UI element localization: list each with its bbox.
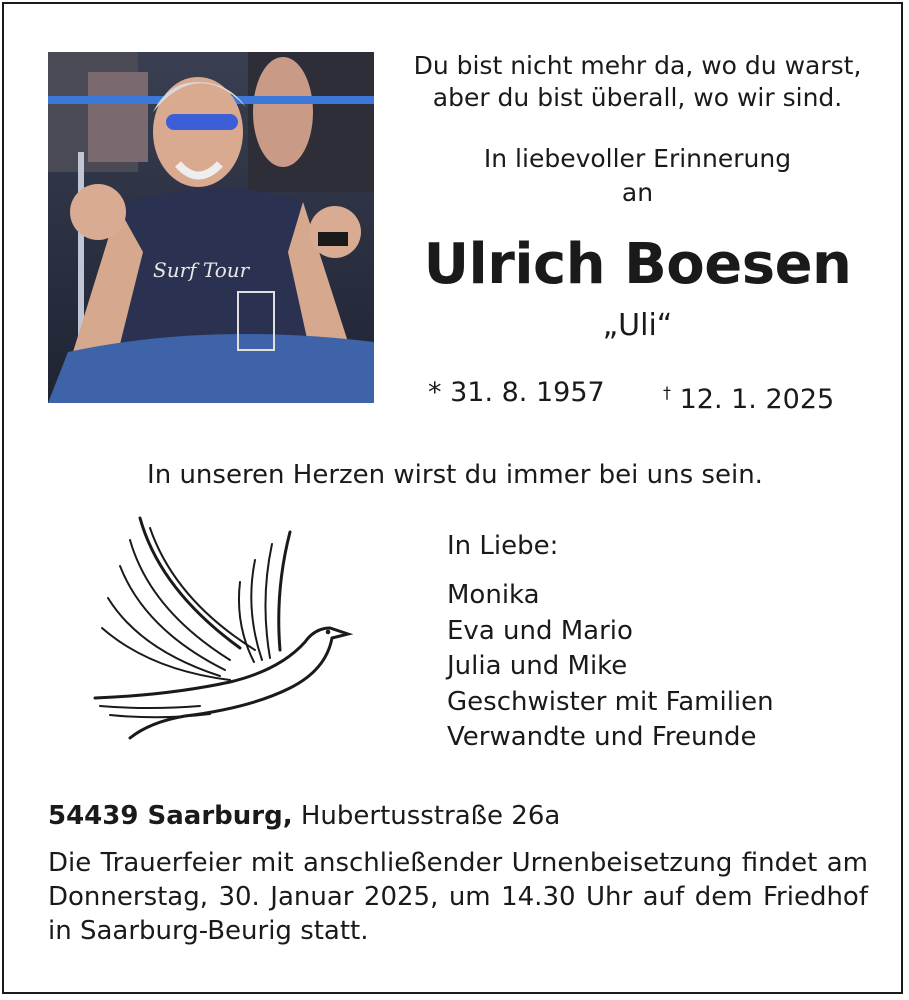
memorial-quote <box>390 50 885 114</box>
list-item: Geschwister mit Familien <box>447 686 774 717</box>
list-item: Monika <box>447 580 540 610</box>
mourners-list <box>447 578 774 756</box>
deceased-name: Ulrich Boesen <box>423 232 852 297</box>
death-date <box>663 375 834 418</box>
list-item: Eva und Mario <box>447 615 633 646</box>
birth-date <box>428 375 605 411</box>
dove-icon <box>90 510 360 745</box>
portrait-photo <box>48 52 374 403</box>
deceased-nickname: „Uli“ <box>602 308 673 343</box>
list-item: Julia und Mike <box>447 651 628 681</box>
svg-text:Surf Tour: Surf Tour <box>153 258 250 282</box>
ceremony-notice: Die Trauerfeier mit anschließender Urnenbeisetzung findet am Donnerstag, 30. Januar 2025, um 14.30 Uhr auf dem Friedhof in Saarburg-Beurig statt. <box>48 848 868 946</box>
quote-line: aber du bist überall, wo wir sind. <box>432 83 843 112</box>
list-item: Verwandte und Freunde <box>447 722 757 752</box>
mourner-address <box>48 798 560 834</box>
mourners-intro: In Liebe: <box>447 531 559 561</box>
memory-line: In liebevoller Erinnerung <box>483 144 792 173</box>
address-place: 54439 Saarburg, <box>48 801 293 831</box>
memory-line: an <box>621 178 654 207</box>
memory-heading <box>390 142 885 210</box>
address-street: Hubertusstraße 26a <box>300 801 561 831</box>
death-date-value: 12. 1. 2025 <box>679 384 835 415</box>
quote-line: Du bist nicht mehr da, wo du warst, <box>413 51 862 80</box>
birth-symbol: * <box>428 377 442 408</box>
birth-date-value: 31. 8. 1957 <box>450 377 605 408</box>
cross-icon: † <box>663 383 671 402</box>
hearts-line: In unseren Herzen wirst du immer bei uns sein. <box>147 460 763 490</box>
